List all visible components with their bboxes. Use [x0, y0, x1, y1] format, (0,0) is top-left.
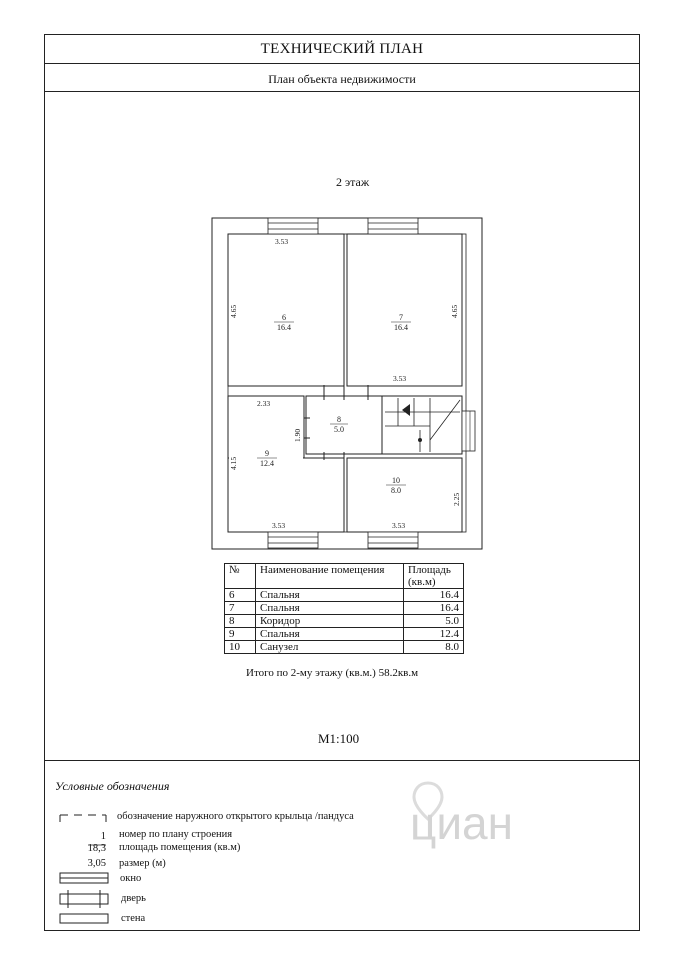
svg-text:8: 8 [337, 415, 341, 424]
rooms-table [224, 563, 464, 654]
table-row [225, 615, 464, 628]
dim-r7-bottom: 3.53 [393, 374, 407, 383]
row-name: Спальня [256, 602, 404, 615]
svg-text:5.0: 5.0 [334, 425, 344, 434]
row-num: 10 [225, 641, 256, 654]
legend-title: Условные обозначения [55, 779, 170, 793]
window-room-9 [268, 532, 318, 548]
legend-size-sample: 3,05 [87, 858, 106, 869]
svg-text:12.4: 12.4 [260, 459, 274, 468]
legend-number-text: номер по плану строения [119, 829, 233, 840]
staircase-outline [382, 396, 462, 454]
row-num: 8 [225, 615, 256, 628]
svg-text:9: 9 [265, 449, 269, 458]
svg-text:7: 7 [399, 313, 403, 322]
watermark-text: циан [410, 797, 514, 849]
table-row [225, 628, 464, 641]
svg-text:10: 10 [392, 476, 400, 485]
table-header-row [225, 564, 464, 589]
legend-size-text: размер (м) [119, 858, 166, 869]
svg-text:6: 6 [282, 313, 286, 322]
document-title: ТЕХНИЧЕСКИЙ ПЛАН [260, 41, 424, 57]
legend-wall-text: стена [121, 913, 146, 924]
row-area: 8.0 [404, 641, 464, 654]
table-row [225, 641, 464, 654]
svg-text:16.4: 16.4 [394, 323, 408, 332]
window-room-7 [368, 218, 418, 234]
legend-door-text: дверь [121, 893, 146, 904]
table-row [225, 602, 464, 615]
header-area [404, 564, 464, 589]
legend-porch-text: обозначение наружного открытого крыльца /пандуса [117, 811, 354, 822]
header-num: № [225, 564, 256, 589]
row-name: Коридор [256, 615, 404, 628]
row-name: Спальня [256, 628, 404, 641]
dim-r7-right: 4.65 [450, 304, 459, 318]
room-9-lower-outline [228, 458, 344, 532]
exterior-ramp [462, 411, 475, 451]
header-area-line1: Площадь [408, 564, 451, 576]
table-row [225, 589, 464, 602]
row-num: 7 [225, 602, 256, 615]
dim-r6-top: 3.53 [275, 237, 289, 246]
dim-r6-left: 4.65 [229, 304, 238, 318]
svg-text:8.0: 8.0 [391, 486, 401, 495]
document-subtitle: План объекта недвижимости [268, 72, 416, 86]
floor-total: Итого по 2-му этажу (кв.м.) 58.2кв.м [246, 667, 419, 679]
header-name: Наименование помещения [256, 564, 404, 589]
dim-r9-left: 4.15 [229, 456, 238, 470]
row-num: 9 [225, 628, 256, 641]
svg-text:16.4: 16.4 [277, 323, 291, 332]
row-name: Спальня [256, 589, 404, 602]
dim-r10-right: 2.25 [452, 492, 461, 506]
row-num: 6 [225, 589, 256, 602]
row-area: 16.4 [404, 602, 464, 615]
room-6-outline [228, 234, 344, 386]
legend-area-text: площадь помещения (кв.м) [119, 842, 241, 853]
row-area: 12.4 [404, 628, 464, 641]
row-area: 5.0 [404, 615, 464, 628]
window-room-10 [368, 532, 418, 548]
dim-r10-bottom: 3.53 [392, 521, 406, 530]
dim-r9-top: 2.33 [257, 399, 271, 408]
legend-window-text: окно [120, 873, 142, 884]
dim-r9-bottom: 3.53 [272, 521, 286, 530]
row-name: Санузел [256, 641, 404, 654]
room-7-outline [347, 234, 462, 386]
room-8-outline [306, 396, 382, 454]
window-room-6 [268, 218, 318, 234]
scale-label: М1:100 [318, 731, 360, 746]
row-area: 16.4 [404, 589, 464, 602]
legend-area-sample: 18,3 [87, 843, 106, 854]
header-area-line2: (кв.м) [408, 576, 436, 588]
floor-label: 2 этаж [336, 175, 370, 189]
dim-r9-right: 1.90 [293, 428, 302, 442]
legend-number-sample: 1 [100, 831, 106, 842]
